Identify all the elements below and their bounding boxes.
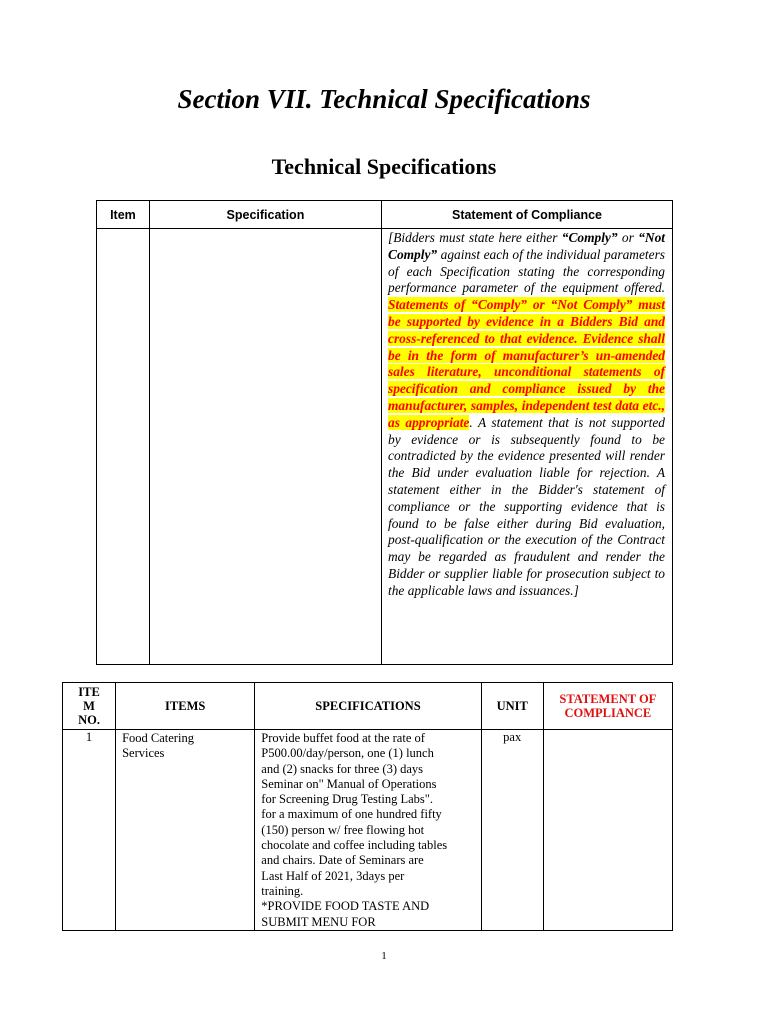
header-statement-of-compliance: Statement of Compliance [382, 201, 673, 229]
row-compliance[interactable] [543, 730, 672, 931]
specification-cell [149, 229, 381, 665]
note-comply: “Comply” [561, 230, 618, 245]
table-row [63, 730, 673, 931]
row-unit: pax [481, 730, 543, 931]
note-highlighted-text: Statements of “Comply” or “Not Comply” must be supported by evidence in a Bidders Bid and cross-referenced to that evidence. Evidence shall be in the form of manufacturer’s un-amended sales literature, unconditional statements of specification and compliance issued by the manufacturer, samples, independent test data etc., as appropriate [388, 297, 665, 430]
note-text-2: or [617, 230, 639, 245]
header-specification: Specification [149, 201, 381, 229]
header-items: ITEMS [116, 683, 255, 730]
note-text-4: . A statement that is not supported by evidence or is subsequently found to be contradicted by the evidence presented will render the Bid under evaluation liable for rejection. A statement either in the Bidder's statement of compliance or the supporting evidence that is found to be false either during Bid evaluation, post-qualification or the execution of the Contract may be regarded as fraudulent and render the Bidder or supplier liable for prosecution subject to the applicable laws and issuances.] [388, 414, 665, 598]
technical-specifications-table [62, 682, 673, 931]
note-text-3: against each of the individual parameters of each Specification stating the corresponding performance parameter of the equipment offered. [388, 246, 665, 296]
compliance-note-cell [382, 229, 673, 665]
note-text-1: [Bidders must state here either [388, 230, 562, 245]
header-unit: UNIT [481, 683, 543, 730]
compliance-note [382, 229, 672, 664]
note-not-comply: “Not Comply” [388, 230, 665, 262]
header-item-no: ITE M NO. [63, 683, 116, 730]
header-specifications: SPECIFICATIONS [255, 683, 481, 730]
header-item: Item [97, 201, 150, 229]
item-cell [97, 229, 150, 665]
page-number: 1 [381, 950, 387, 962]
page-subtitle: Technical Specifications [271, 154, 497, 179]
compliance-instructions-table [96, 200, 673, 665]
header-statement-of-compliance: STATEMENT OF COMPLIANCE [543, 683, 672, 730]
row-item-name: Food Catering Services [116, 730, 255, 931]
section-title: Section VII. Technical Specifications [177, 84, 591, 114]
row-specification: Provide buffet food at the rate of P500.00/day/person, one (1) lunch and (2) snacks for three (3) days Seminar on" Manual of Operations for Screening Drug Testing Labs". for a maximum of one hundred fifty (150) person w/ free flowing hot chocolate and coffee including tables and chairs. Date of Seminars are Last Half of 2021, 3days per training. *PROVIDE FOOD TASTE AND SUBMIT MENU FOR [255, 730, 481, 931]
row-item-no: 1 [63, 730, 116, 931]
